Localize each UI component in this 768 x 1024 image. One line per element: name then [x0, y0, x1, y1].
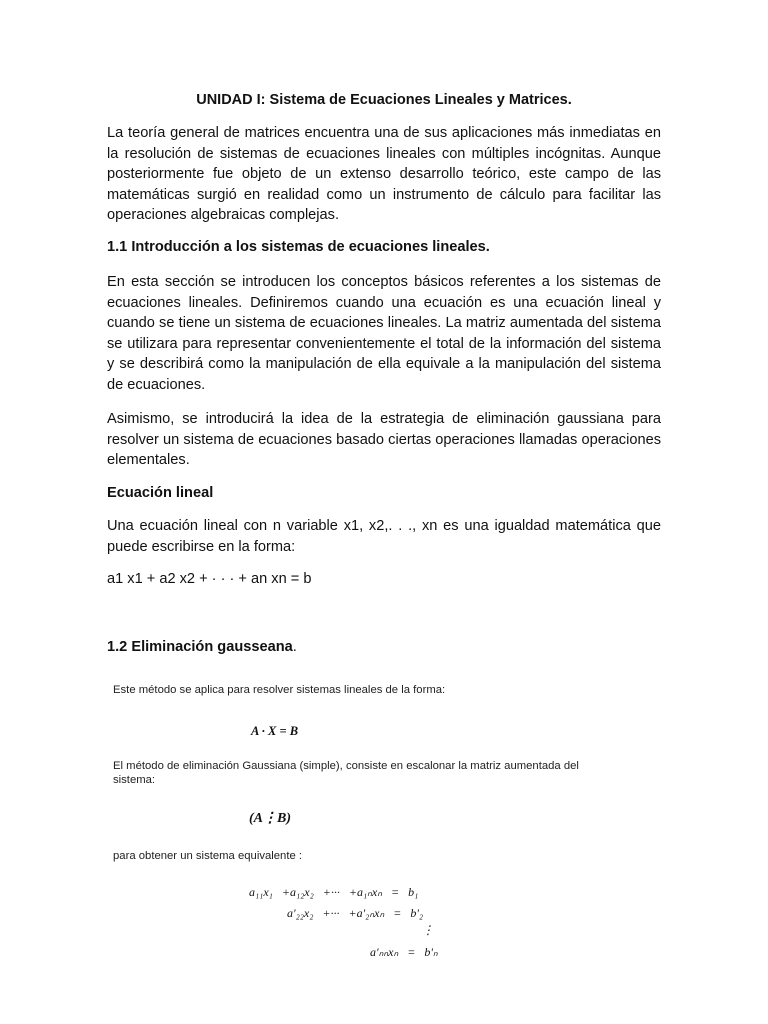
system-row-2: a'₂₂x₂ +··· +a'₂ₙxₙ = b'₂	[287, 906, 424, 920]
linear-equation-heading: Ecuación lineal	[107, 485, 214, 501]
section-1-2-heading-suffix: .	[292, 639, 297, 655]
scan-line-2: El método de eliminación Gaussiana (simple), consiste en escalonar la matriz aumentada del sistema:	[113, 760, 579, 786]
document-title: UNIDAD I: Sistema de Ecuaciones Lineales y Matrices.	[196, 92, 572, 108]
section-1-1-paragraph-1: En esta sección se introducen los conceptos básicos referentes a los sistemas de ecuaciones lineales. Definiremos cuando una ecuación es una ecuación lineal y cuando se tiene un sistema de ecuaciones lineales. La matriz aumentada del sistema se utilizara para representar convenientemente el total de la información del sistema y se describirá como la manipulación de ella equivale a la manipulación del sistema de ecuaciones.	[107, 274, 661, 393]
formula-ax-equals-b: A · X = B	[251, 724, 299, 738]
formula-augmented-matrix: (A⋮B)	[249, 811, 291, 826]
linear-equation-paragraph: Una ecuación lineal con n variable x1, x2,. . ., xn es una igualdad matemática que puede escribirse en la forma:	[107, 518, 661, 555]
scan-line-3: para obtener un sistema equivalente :	[113, 850, 303, 862]
intro-paragraph: La teoría general de matrices encuentra una de sus aplicaciones más inmediatas en la resolución de sistemas de ecuaciones lineales con múltiples incógnitas. Aunque posteriormente fue objeto de un extenso desarrollo teórico, este campo de las matemáticas surgió en realidad como un instrumento de cálculo para facilitar las operaciones algebraicas complejas.	[107, 125, 661, 224]
system-row-last: a'ₙₙxₙ = b'ₙ	[370, 945, 438, 959]
scan-line-1: Este método se aplica para resolver sistemas lineales de la forma:	[113, 684, 446, 696]
section-1-1-heading: 1.1 Introducción a los sistemas de ecuaciones lineales.	[107, 239, 490, 255]
section-1-1-paragraph-2: Asimismo, se introducirá la idea de la estrategia de eliminación gaussiana para resolver un sistema de ecuaciones basado ciertas operaciones llamadas operaciones elementales.	[107, 411, 661, 469]
section-1-2-heading	[107, 639, 297, 655]
section-1-2-heading-text: 1.2 Eliminación gausseana	[107, 639, 293, 655]
system-row-1: a₁₁x₁ +a₁₂x₂ +··· +a₁ₙxₙ = b₁	[249, 885, 419, 899]
linear-equation-formula: a1 x1 + a2 x2 + · · · + an xn = b	[107, 571, 312, 587]
system-row-ellipsis: ⋮	[422, 923, 434, 937]
